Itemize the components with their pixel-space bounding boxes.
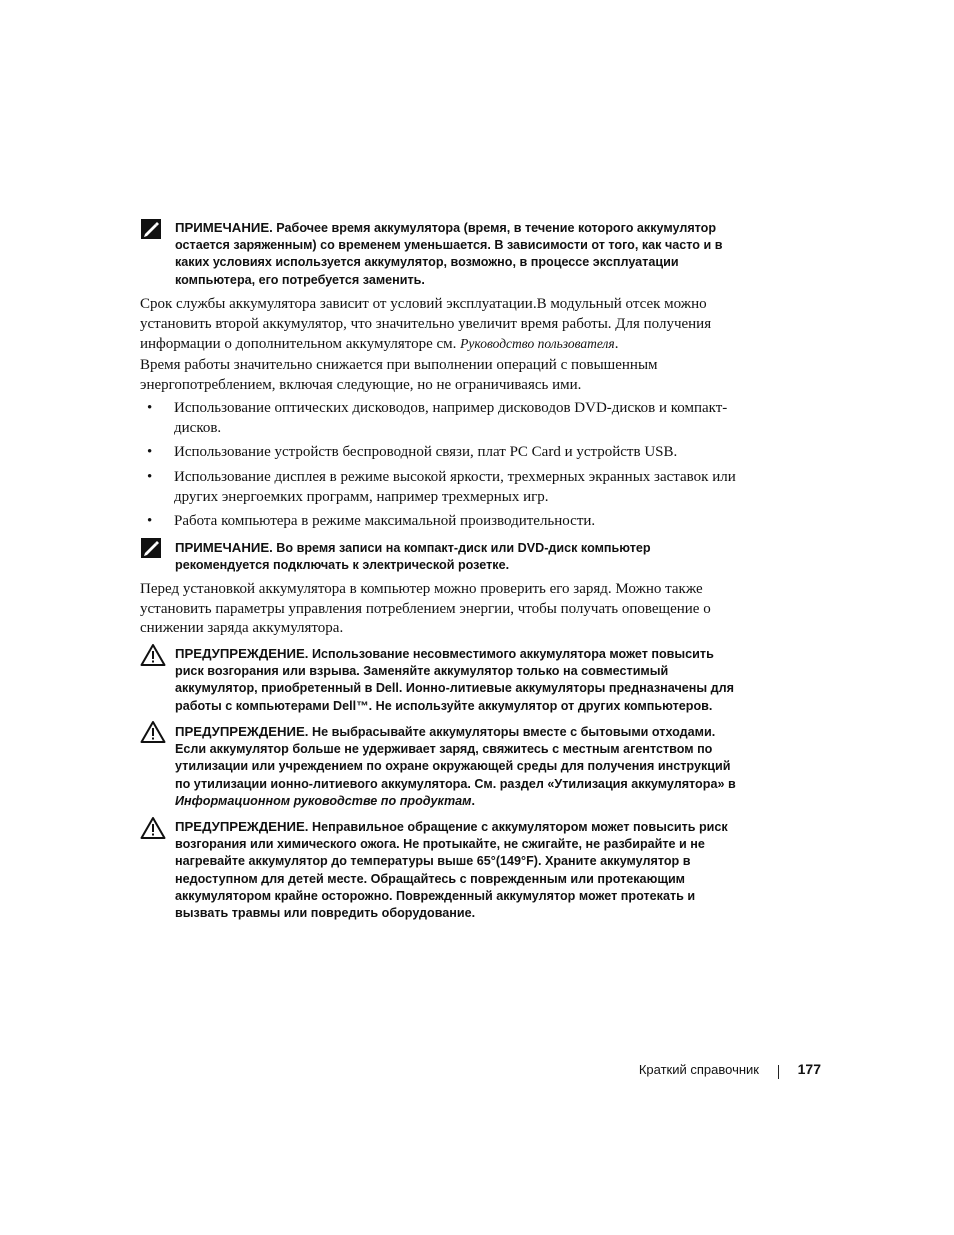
note-text [175, 539, 760, 574]
page-footer [560, 1062, 821, 1082]
note-label: ПРИМЕЧАНИЕ. [175, 220, 273, 235]
warning-text [175, 723, 760, 810]
warning-label: ПРЕДУПРЕЖДЕНИЕ. [175, 646, 309, 661]
warning-triangle-icon [140, 643, 166, 667]
note-line: каких условиях используется аккумулятор, возможно, в процессе эксплуатации [175, 255, 679, 270]
warning-line: нагревайте аккумулятор до температуры выше 65°(149°F). Храните аккумулятор в [175, 854, 691, 869]
bullet-item-display [147, 468, 749, 507]
warning-end: . [471, 793, 475, 808]
warning-line: Использование несовместимого аккумулятора может повысить [311, 647, 714, 661]
paragraph-line: установить второй аккумулятор, что значительно увеличит время работы. Для получения [140, 315, 712, 332]
warning-battery-disposal [140, 721, 760, 811]
warning-line: аккумулятор, приобретенный в Dell. Ионно-литиевые аккумуляторы предназначены для [175, 681, 734, 696]
bullet-item-optical-drives [147, 399, 749, 438]
warning-line: утилизации или учреждением по охране окружающей среды для получения инструкций [175, 759, 731, 774]
note-line: Рабочее время аккумулятора (время, в течение которого аккумулятор [276, 221, 717, 235]
paragraph-end: . [614, 336, 619, 352]
bullet-item-wireless [147, 443, 749, 463]
bullet-glyph: • [147, 513, 153, 529]
bullet-glyph: • [147, 444, 153, 460]
warning-line: Не выбрасывайте аккумуляторы вместе с бытовыми отходами. [311, 725, 716, 739]
warning-label: ПРЕДУПРЕЖДЕНИЕ. [175, 819, 309, 834]
note-line: Во время записи на компакт-диск или DVD-диск компьютер [276, 541, 651, 555]
warning-line: вызвать травмы или повредить оборудование. [175, 906, 476, 921]
warning-incompatible-battery [140, 644, 760, 716]
warning-line: недоступном для детей месте. Обращайтесь с поврежденным или протекающим [175, 871, 686, 886]
warning-line: работы с компьютерами Dell™. Не используйте аккумулятор от других компьютеров. [175, 698, 713, 713]
note-line: компьютера, его потребуется заменить. [175, 272, 425, 287]
paragraph-battery-service-life [140, 295, 740, 355]
note-label: ПРИМЕЧАНИЕ. [175, 540, 273, 555]
note-pencil-icon [140, 218, 162, 240]
note-text [175, 219, 760, 289]
paragraph-runtime-reduction [140, 356, 740, 395]
note-line: остается заряженным) со временем уменьшается. В зависимости от того, как часто и в [175, 238, 723, 253]
warning-label: ПРЕДУПРЕЖДЕНИЕ. [175, 724, 309, 739]
warning-improper-handling [140, 817, 760, 925]
note-disc-recording [140, 537, 760, 573]
warning-line: Неправильное обращение с аккумулятором может повысить риск [311, 820, 728, 834]
bullet-line: других энергоемких программ, например трехмерных игр. [174, 488, 549, 505]
paragraph-line: Время работы значительно снижается при выполнении операций с повышенным [140, 357, 658, 373]
paragraph-line: снижении заряда аккумулятора. [140, 620, 344, 636]
bullet-line: Работа компьютера в режиме максимальной производительности. [174, 513, 596, 529]
warning-line: риск возгорания или взрыва. Заменяйте аккумулятор только на совместимый [175, 664, 669, 679]
warning-triangle-icon [140, 720, 166, 744]
user-guide-reference: Руководство пользователя [460, 336, 615, 351]
warning-line: возгорания или химического ожога. Не протыкайте, не сжигайте, не разбирайте и не [175, 837, 705, 852]
warning-line: Если аккумулятор больше не удерживает заряд, свяжитесь с местным агентством по [175, 742, 713, 757]
paragraph-line: энергопотреблением, включая следующие, но не ограничиваясь ими. [140, 376, 582, 393]
paragraph-line: Срок службы аккумулятора зависит от условий эксплуатации.В модульный отсек можно [140, 296, 707, 312]
bullet-line: Использование оптических дисководов, например дисководов DVD-дисков и компакт- [174, 400, 728, 416]
bullet-line: Использование дисплея в режиме высокой яркости, трехмерных экранных заставок или [174, 469, 736, 485]
bullet-item-max-performance [147, 512, 749, 532]
paragraph-check-charge [140, 580, 740, 639]
warning-text [175, 818, 760, 922]
footer-section-title: Краткий справочник [638, 1062, 759, 1077]
note-line: рекомендуется подключать к электрической розетке. [175, 558, 510, 573]
warning-line: по утилизации ионно-литиевого аккумулятора. См. раздел «Утилизация аккумулятора» в [175, 776, 736, 791]
page-number: 177 [797, 1061, 821, 1077]
note-battery-life [140, 218, 760, 290]
bullet-line: дисков. [174, 419, 222, 436]
paragraph-line: Перед установкой аккумулятора в компьютер можно проверить его заряд. Можно также [140, 581, 703, 597]
footer-separator [778, 1065, 779, 1079]
paragraph-line: информации о дополнительном аккумуляторе см. [140, 336, 457, 352]
bullet-glyph: • [147, 400, 153, 416]
product-info-guide-reference: Информационном руководстве по продуктам [175, 793, 472, 808]
note-pencil-icon [140, 537, 162, 559]
warning-triangle-icon [140, 816, 166, 840]
bullet-line: Использование устройств беспроводной связи, плат PC Card и устройств USB. [174, 444, 678, 460]
bullet-glyph: • [147, 469, 153, 485]
paragraph-line: установить параметры управления потреблением энергии, чтобы получать оповещение о [140, 600, 711, 617]
warning-text [175, 645, 760, 715]
warning-line: аккумулятором крайне осторожно. Поврежденный аккумулятор может протекать и [175, 888, 696, 903]
